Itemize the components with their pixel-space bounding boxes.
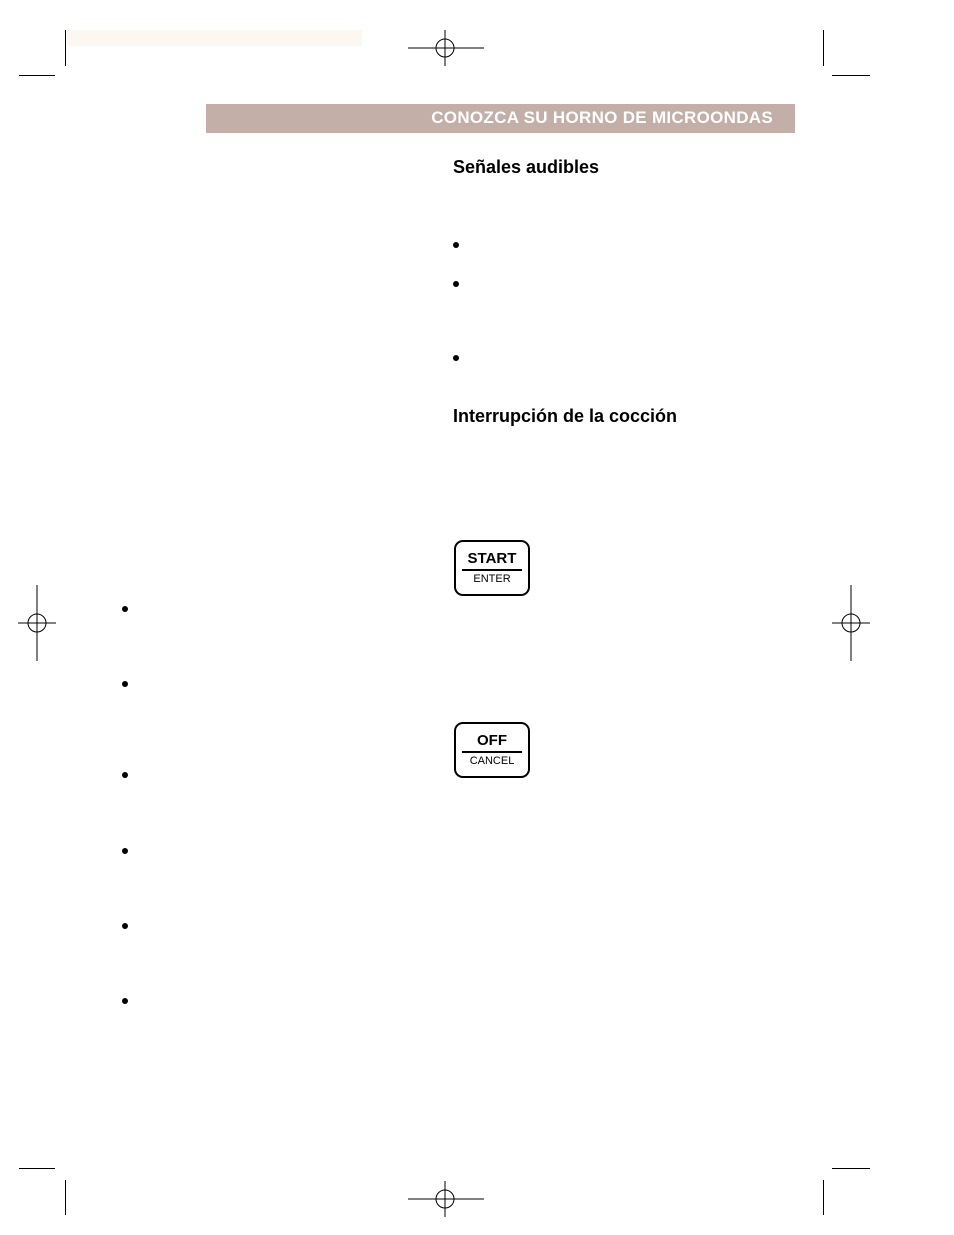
key-bottom-label: CANCEL — [469, 755, 515, 767]
registration-mark-icon — [18, 585, 56, 661]
crop-mark — [832, 1168, 870, 1169]
start-enter-key-illustration — [454, 540, 530, 596]
key-divider — [462, 569, 522, 571]
interruption-heading: Interrupción de la cocción — [453, 406, 678, 426]
list-bullet — [122, 681, 128, 687]
crop-mark — [823, 30, 824, 66]
key-top-label: OFF — [477, 732, 507, 749]
section-header-bar — [206, 104, 795, 133]
off-cancel-key-illustration — [454, 722, 530, 778]
signals-heading: Señales audibles — [453, 157, 600, 177]
list-bullet — [453, 355, 459, 361]
crop-mark — [823, 1180, 824, 1215]
list-bullet — [122, 923, 128, 929]
list-bullet — [453, 281, 459, 287]
registration-mark-icon — [408, 1181, 484, 1217]
list-bullet — [122, 998, 128, 1004]
section-header-title: CONOZCA SU HORNO DE MICROONDAS — [431, 108, 773, 127]
crop-mark — [65, 30, 66, 66]
list-bullet — [122, 848, 128, 854]
crop-mark — [832, 75, 870, 76]
registration-mark-icon — [408, 30, 484, 66]
top-tint-strip — [67, 30, 362, 46]
list-bullet — [122, 772, 128, 778]
key-bottom-label: ENTER — [473, 573, 511, 585]
key-divider — [462, 751, 522, 753]
crop-mark — [19, 75, 55, 76]
list-bullet — [453, 242, 459, 248]
key-top-label: START — [467, 550, 517, 567]
crop-mark — [65, 1180, 66, 1215]
list-bullet — [122, 606, 128, 612]
crop-mark — [19, 1168, 55, 1169]
registration-mark-icon — [832, 585, 870, 661]
